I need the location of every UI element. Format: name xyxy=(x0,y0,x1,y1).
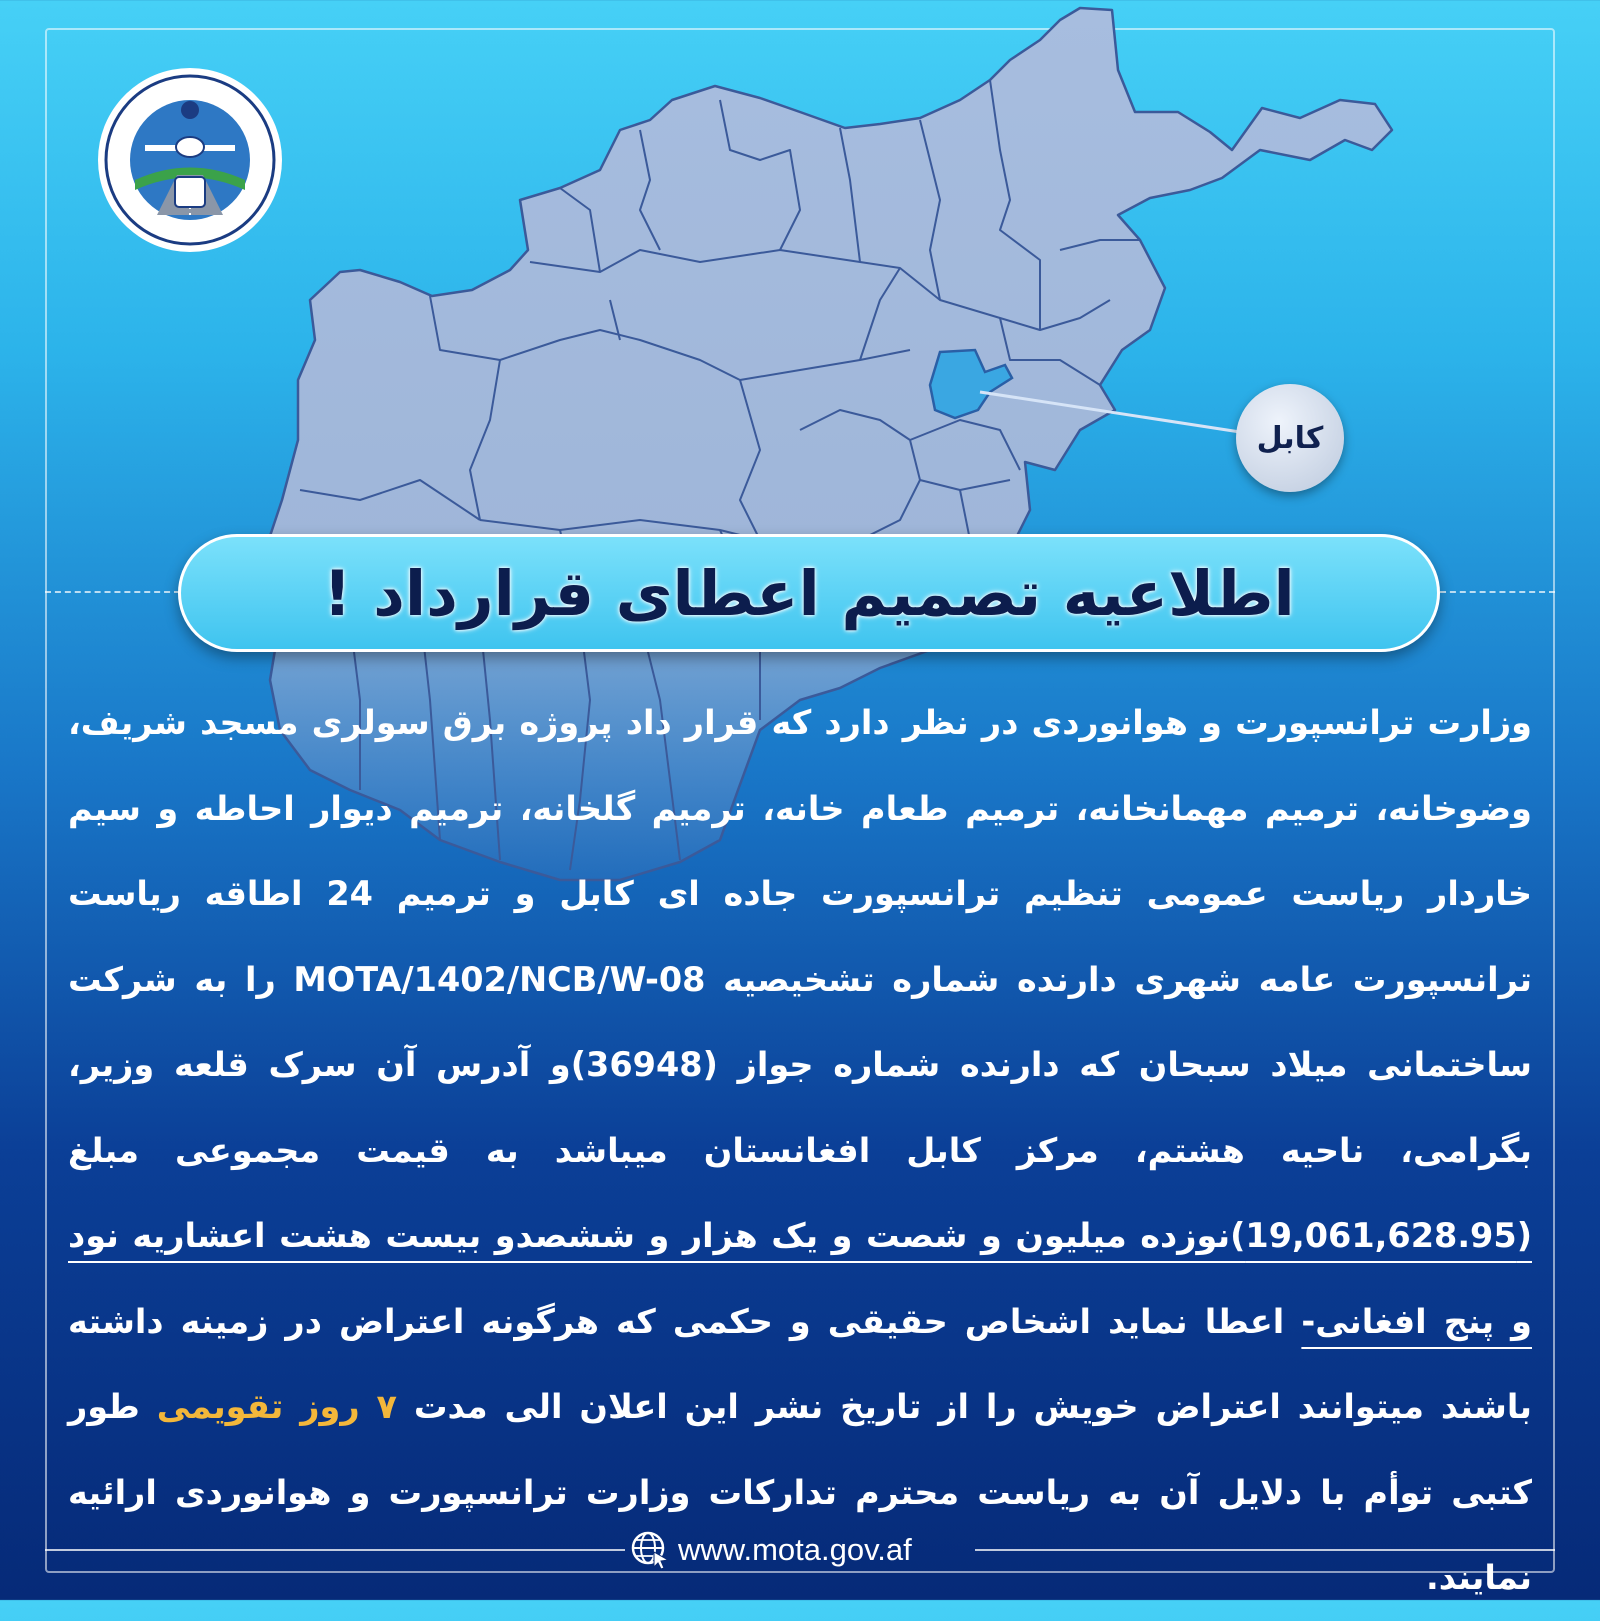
deadline-highlight: ۷ روز تقویمی xyxy=(156,1387,397,1426)
ministry-seal-icon xyxy=(95,65,285,255)
kabul-label-bubble xyxy=(1236,384,1344,492)
divider-left xyxy=(45,591,180,593)
ministry-logo xyxy=(95,65,285,255)
body-part-3: اعطا نماید اشخاص حقیقی و حکمی که هرگونه اعتراض در زمینه داشته باشند میتوانند اعتراض خویش را از تاریخ نشر این اعلان الی مدت xyxy=(68,1301,1532,1426)
page-title: اطلاعیه تصمیم اعطای قرارداد ! xyxy=(323,556,1295,630)
footer xyxy=(0,1525,1600,1575)
footer-link[interactable] xyxy=(630,1525,970,1575)
kabul-label: کابل xyxy=(1256,420,1324,456)
globe-cursor-icon xyxy=(630,1530,670,1570)
announcement-body xyxy=(68,680,1532,1621)
footer-line-left xyxy=(45,1549,625,1551)
tender-code: MOTA/1402/NCB/W-08 xyxy=(293,959,706,999)
website-url[interactable]: www.mota.gov.af xyxy=(678,1532,912,1567)
title-banner xyxy=(178,534,1440,652)
body-part-1: وزارت ترانسپورت و هوانوردی در نظر دارد که قرار داد پروژه برق سولری مسجد شریف، وضوخانه، ترمیم مهمانخانه، ترمیم طعام خانه، ترمیم گلخانه، ترمیم دیوار احاطه و سیم خاردار ریاست عمومی تنظیم ترانسپورت جاده ای کابل و ترمیم 24 اطاقه ریاست ترانسپورت عامه شهری دارنده شماره تشخیصیه xyxy=(68,703,1533,999)
body-part-4: طور کتبی توأم با دلایل آن به ریاست محترم تدارکات وزارت ترانسپورت و هوانوردی ارائیه نمایند. xyxy=(68,1387,1532,1597)
body-part-2: را به شرکت ساختمانی میلاد سبحان که دارنده شماره جواز (36948)و آدرس آن سرک قلعه وزیر، بگرامی، ناحیه هشتم، مرکز کابل افغانستان میباشد به قیمت مجموعی مبلغ xyxy=(68,959,1533,1170)
contract-amount: (19,061,628.95)نوزده میلیون و شصت و یک هزار و ششصدو بیست هشت اعشاریه نود و پنج افغانی- xyxy=(68,1216,1532,1341)
footer-line-right xyxy=(975,1549,1555,1551)
divider-right xyxy=(1440,591,1555,593)
